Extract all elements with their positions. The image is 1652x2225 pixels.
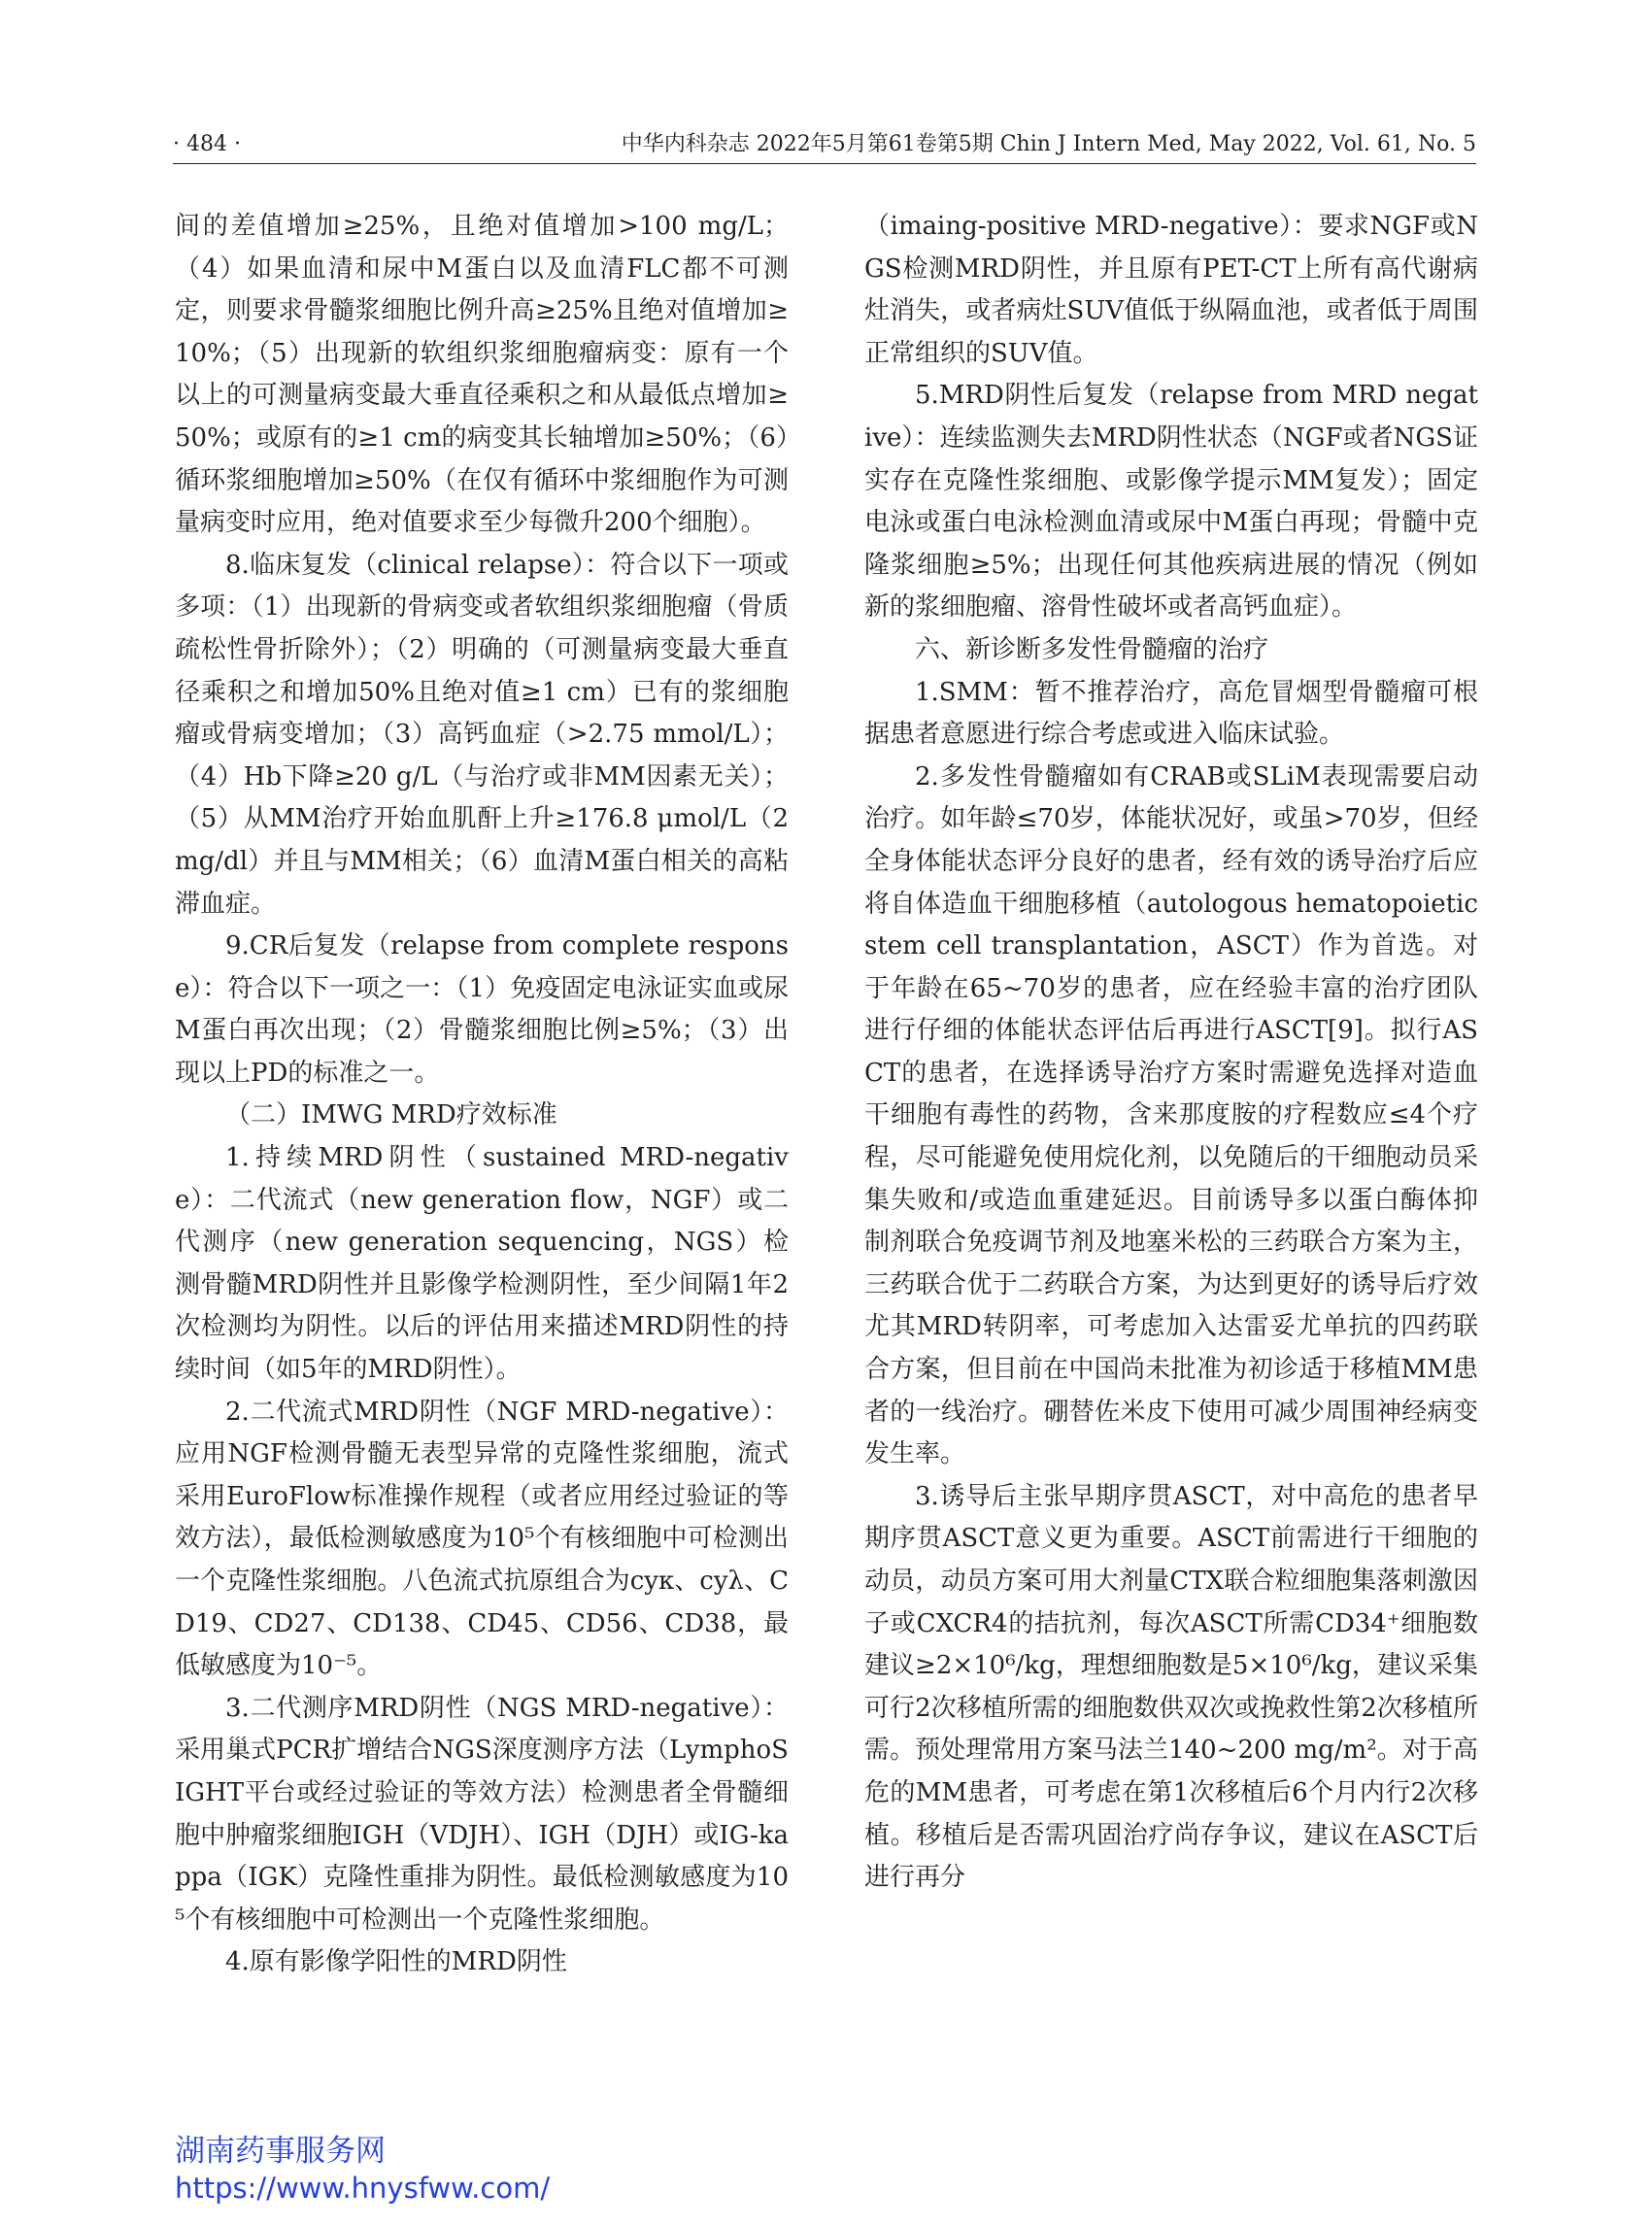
running-header — [173, 130, 1476, 163]
paragraph: 3.二代测序MRD阴性（NGS MRD-negative）：采用巢式PCR扩增结合NGS深度测序方法（LymphoSIGHT平台或经过验证的等效方法）检测患者全骨髓细胞中肿瘤浆细胞IGH（VDJH）、IGH（DJH）或IG-kappa（IGK）克隆性重排为阴性。最低检测敏感度为10⁵个有核细胞中可检测出一个克隆性浆细胞。 — [175, 1693, 789, 1935]
section-heading: （二）IMWG MRD疗效标准 — [225, 1100, 557, 1130]
paragraph: （imaing-positive MRD-negative）：要求NGF或NGS检测MRD阴性，并且原有PET-CT上所有高代谢病灶消失，或者病灶SUV值低于纵隔血池，或者低于周围正常组织的SUV值。 — [864, 212, 1478, 368]
page-number: · 484 · — [173, 132, 241, 156]
paragraph: 5.MRD阴性后复发（relapse from MRD negative）：连续监测失去MRD阴性状态（NGF或者NGS证实存在克隆性浆细胞、或影像学提示MM复发）；固定电泳或蛋白电泳检测血清或尿中M蛋白再现；骨髓中克隆浆细胞≥5%；出现任何其他疾病进展的情况（例如新的浆细胞瘤、溶骨性破坏或者高钙血症）。 — [864, 381, 1478, 623]
left-column — [175, 206, 789, 1984]
paragraph: 2.多发性骨髓瘤如有CRAB或SLiM表现需要启动治疗。如年龄≤70岁，体能状况好，或虽>70岁，但经全身体能状态评分良好的患者，经有效的诱导治疗后应将自体造血干细胞移植（autologous hematopoietic stem cell transplantation，ASCT）作为首选。对于年龄在65~70岁的患者，应在经验丰富的治疗团队进行仔细的体能状态评估后再进行ASCT[9]。拟行ASCT的患者，在选择诱导治疗方案时需避免选择对造血干细胞有毒性的药物，含来那度胺的疗程数应≤4个疗程，尽可能避免使用烷化剂，以免随后的干细胞动员采集失败和/或造血重建延迟。目前诱导多以蛋白酶体抑制剂联合免疫调节剂及地塞米松的三药联合方案为主，三药联合优于二药联合方案，为达到更好的诱导后疗效尤其MRD转阴率，可考虑加入达雷妥尤单抗的四药联合方案，但目前在中国尚未批准为初诊适于移植MM患者的一线治疗。硼替佐米皮下使用可减少周围神经病变发生率。 — [864, 761, 1478, 1469]
paragraph: 2.二代流式MRD阴性（NGF MRD-negative）：应用NGF检测骨髓无表型异常的克隆性浆细胞，流式采用EuroFlow标准操作规程（或者应用经过验证的等效方法），最低检测敏感度为10⁵个有核细胞中可检测出一个克隆性浆细胞。八色流式抗原组合为cyκ、cyλ、CD19、CD27、CD138、CD45、CD56、CD38，最低敏感度为10⁻⁵。 — [175, 1397, 789, 1681]
section-heading: 六、新诊断多发性骨髓瘤的治疗 — [915, 634, 1269, 664]
paragraph: 间的差值增加≥25%，且绝对值增加>100 mg/L；（4）如果血清和尿中M蛋白以及血清FLC都不可测定，则要求骨髓浆细胞比例升高≥25%且绝对值增加≥10%；（5）出现新的软组织浆细胞瘤病变：原有一个以上的可测量病变最大垂直径乘积之和从最低点增加≥50%；或原有的≥1 cm的病变其长轴增加≥50%；（6）循环浆细胞增加≥50%（在仅有循环中浆细胞作为可测量病变时应用，绝对值要求至少每微升200个细胞）。 — [175, 212, 789, 538]
journal-citation: 中华内科杂志 2022年5月第61卷第5期 Chin J Intern Med, May 2022, Vol. 61, No. 5 — [621, 132, 1476, 156]
watermark — [175, 2133, 550, 2207]
paragraph: 8.临床复发（clinical relapse）：符合以下一项或多项：（1）出现新的骨病变或者软组织浆细胞瘤（骨质疏松性骨折除外）；（2）明确的（可测量病变最大垂直径乘积之和增加50%且绝对值≥1 cm）已有的浆细胞瘤或骨病变增加；（3）高钙血症（>2.75 mmol/L）；（4）Hb下降≥20 g/L（与治疗或非MM因素无关）；（5）从MM治疗开始血肌酐上升≥176.8 μmol/L（2 mg/dl）并且与MM相关；（6）血清M蛋白相关的高粘滞血症。 — [175, 550, 789, 919]
right-column — [864, 206, 1478, 1900]
paragraph: 1.持续MRD阴性（sustained MRD-negative）：二代流式（new generation flow，NGF）或二代测序（new generation sequencing，NGS）检测骨髓MRD阴性并且影像学检测阴性，至少间隔1年2次检测均为阴性。以后的评估用来描述MRD阴性的持续时间（如5年的MRD阴性）。 — [175, 1143, 789, 1385]
paragraph: 3.诱导后主张早期序贯ASCT，对中高危的患者早期序贯ASCT意义更为重要。ASCT前需进行干细胞的动员，动员方案可用大剂量CTX联合粒细胞集落刺激因子或CXCR4的拮抗剂，每次ASCT所需CD34⁺细胞数建议≥2×10⁶/kg，理想细胞数是5×10⁶/kg，建议采集可行2次移植所需的细胞数供双次或挽救性第2次移植所需。预处理常用方案马法兰140~200 mg/m²。对于高危的MM患者，可考虑在第1次移植后6个月内行2次移植。移植后是否需巩固治疗尚存争议，建议在ASCT后进行再分 — [864, 1481, 1478, 1893]
header-rule — [173, 163, 1476, 164]
paragraph: 9.CR后复发（relapse from complete response）：符合以下一项之一：（1）免疫固定电泳证实血或尿M蛋白再次出现；（2）骨髓浆细胞比例≥5%；（3）出现以上PD的标准之一。 — [175, 931, 789, 1088]
watermark-url: https://www.hnysfww.com/ — [175, 2172, 551, 2205]
paragraph: 1.SMM：暂不推荐治疗，高危冒烟型骨髓瘤可根据患者意愿进行综合考虑或进入临床试验。 — [864, 677, 1478, 750]
paragraph: 4.原有影像学阳性的MRD阴性 — [225, 1947, 567, 1977]
watermark-site-name: 湖南药事服务网 — [175, 2134, 386, 2169]
